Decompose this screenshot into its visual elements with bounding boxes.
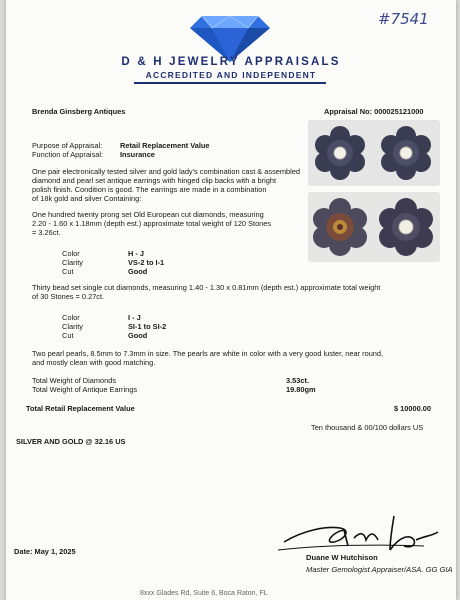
- grade1-clarity-label: Clarity: [62, 258, 83, 267]
- function-label: Function of Appraisal:: [32, 150, 104, 159]
- grade2-clarity-label: Clarity: [62, 322, 83, 331]
- grade2-color-value: I - J: [128, 313, 141, 322]
- client-name: Brenda Ginsberg Antiques: [32, 107, 126, 116]
- function-value: Insurance: [120, 150, 155, 159]
- pearls-line: and mostly clean with good matching.: [32, 358, 156, 367]
- earring-photo-bottom: [308, 192, 440, 262]
- header-rule: [134, 82, 326, 84]
- earring-photo-top: [308, 120, 440, 186]
- appraisal-date: Date: May 1, 2025: [14, 547, 76, 556]
- metal-note: SILVER AND GOLD @ 32.16 US: [16, 437, 126, 446]
- purpose-value: Retail Replacement Value: [120, 141, 210, 150]
- appraisal-document: [6, 0, 456, 600]
- grade1-cut-value: Good: [128, 267, 148, 276]
- grade2-clarity-value: SI-1 to SI-2: [128, 322, 167, 331]
- grade2-color-label: Color: [62, 313, 80, 322]
- grade1-clarity-value: VS-2 to I-1: [128, 258, 165, 267]
- purpose-label: Purpose of Appraisal:: [32, 141, 103, 150]
- description-line: diamond and pearl set antique earrings with hinged clip backs with a bright: [32, 176, 277, 185]
- total-earrings-value: 19.80gm: [286, 385, 316, 394]
- total-diamonds-value: 3.53ct.: [286, 376, 310, 385]
- company-name: D & H JEWELRY APPRAISALS: [121, 56, 341, 68]
- grade2-cut-label: Cut: [62, 331, 74, 340]
- total-value-words: Ten thousand & 00/100 dollars US: [311, 423, 424, 432]
- diamonds2-line: of 30 Stones = 0.27ct.: [32, 292, 105, 301]
- grade2-cut-value: Good: [128, 331, 148, 340]
- grade1-color-label: Color: [62, 249, 80, 258]
- handwritten-reference: #7541: [378, 10, 429, 28]
- diamonds1-line: = 3.26ct.: [32, 228, 61, 237]
- total-value-amount: $ 10000.00: [394, 404, 431, 413]
- diamonds1-line: 2.20 - 1.60 x 1.18mm (depth est.) approximate total weight of 120 Stones: [32, 219, 272, 228]
- description-line: of 18k gold and silver Containing:: [32, 194, 142, 203]
- company-tagline: ACCREDITED AND INDEPENDENT: [145, 70, 317, 80]
- diamonds2-line: Thirty bead set single cut diamonds, measuring 1.40 - 1.30 x 0.81mm (depth est.) approximate total weight: [32, 283, 381, 292]
- diamonds1-line: One hundred twenty prong set Old European cut diamonds, measuring: [32, 210, 264, 219]
- total-value-label: Total Retail Replacement Value: [26, 404, 135, 413]
- total-earrings-label: Total Weight of Antique Earrings: [32, 385, 138, 394]
- footer-address: 8xxx Glades Rd, Suite 6, Boca Raton, FL: [140, 590, 268, 597]
- signature-image: [274, 510, 440, 556]
- pearls-line: Two pearl pearls, 8.5mm to 7.3mm in size. The pearls are white in color with a very good luster, near round,: [32, 349, 384, 358]
- description-line: polish finish. Condition is good. The earrings are made in a combination: [32, 185, 267, 194]
- grade1-cut-label: Cut: [62, 267, 74, 276]
- appraisal-number: Appraisal No: 000025121000: [324, 107, 424, 116]
- appraiser-name: Duane W Hutchison: [306, 553, 378, 562]
- total-diamonds-label: Total Weight of Diamonds: [32, 376, 117, 385]
- appraiser-title: Master Gemologist Appraiser/ASA. GG GIA: [306, 565, 453, 574]
- description-line: One pair electronically tested silver and gold lady's combination cast & assembled: [32, 167, 301, 176]
- grade1-color-value: H - J: [128, 249, 145, 258]
